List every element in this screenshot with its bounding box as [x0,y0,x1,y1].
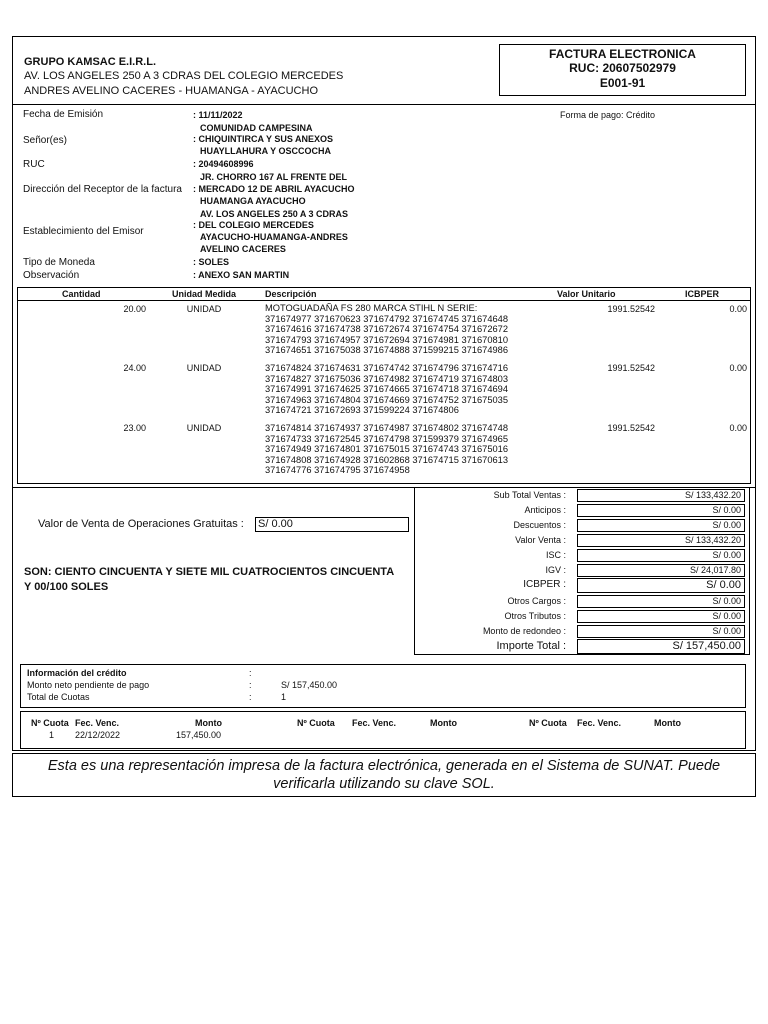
monto-label: Monto neto pendiente de pago [27,680,150,690]
total-row-otros-tributos [414,609,748,624]
header-divider [12,104,756,105]
total-value: S/ 0.00 [577,504,745,517]
amount-in-words-line1: SON: CIENTO CINCUENTA Y SIETE MIL CUATROCIENTOS CINCUENTA [24,566,395,578]
desc-line: 371674824 371674631 371674742 371674796 371674716 [265,363,509,373]
fecha-label: Fecha de Emisión [23,109,104,120]
inst-row-fecha: 22/12/2022 [75,730,121,740]
credit-colon-2: : [249,680,252,690]
credit-colon-1: : [249,668,252,678]
establecimiento-value-4: AVELINO CACERES [200,244,286,254]
total-value: S/ 133,432.20 [577,489,745,502]
header-valor-unitario: Valor Unitario [557,289,616,299]
forma-pago: Forma de pago: Crédito [560,110,656,120]
monto-value: S/ 157,450.00 [281,680,338,690]
cuotas-label: Total de Cuotas [27,692,90,702]
row3-cantidad: 23.00 [123,423,146,433]
desc-line: 371674721 371672693 371599224 371674806 [265,405,459,415]
inst-header-monto: Monto [195,718,222,728]
desc-line: 371674733 371672545 371674798 371599379 371674965 [265,433,509,444]
items-header-divider [17,300,751,301]
total-label: Otros Cargos : [507,596,566,606]
direccion-value-1: JR. CHORRO 167 AL FRENTE DEL [200,172,348,182]
total-row-importe-total [414,639,748,654]
desc-line: 371674616 371674738 371672674 371674754 371672672 [265,324,509,334]
row1-icbper: 0.00 [729,304,747,314]
desc-line: 371674991 371674625 371674665 371674718 371674694 [265,384,509,394]
total-value: S/ 0.00 [577,595,745,608]
row1-unidad: UNIDAD [186,304,222,314]
inst-header-monto: Monto [430,718,457,728]
gratuitas-value: S/ 0.00 [258,518,293,530]
total-row-redondeo [414,624,748,639]
credit-title: Información del crédito [27,668,127,678]
installments-box [20,711,746,749]
issuer-address-line2: ANDRES AVELINO CACERES - HUAMANGA - AYACUCHO [24,85,319,97]
header-cantidad: Cantidad [62,289,101,299]
desc-line: 371674949 371674801 371675015 371674743 371675016 [265,444,509,454]
inst-row-monto: 157,450.00 [176,730,222,740]
establecimiento-value-2: : DEL COLEGIO MERCEDES [193,220,314,230]
total-label: Anticipos : [524,505,566,515]
issuer-name: GRUPO KAMSAC E.I.R.L. [24,56,157,68]
row3-icbper: 0.00 [729,423,747,433]
total-value: S/ 133,432.20 [577,534,745,547]
desc-line: 371674808 371674928 371602868 371674715 371670613 [265,454,509,465]
senor-value-1: COMUNIDAD CAMPESINA [200,123,313,133]
inst-row-n: 1 [49,730,55,740]
footer-note-line1: Esta es una representación impresa de la factura electrónica, generada en el Sistema de SUNAT. Puede [47,758,721,774]
total-row-descuentos [414,518,748,533]
total-row-icbper [414,578,748,593]
row1-description [265,303,515,356]
direccion-value-2: : MERCADO 12 DE ABRIL AYACUCHO [193,184,355,194]
invoice-number: E001-91 [599,76,646,90]
inst-header-monto: Monto [654,718,681,728]
senor-label: Señor(es) [23,135,67,146]
total-row-otros-cargos [414,594,748,609]
observacion-value: : ANEXO SAN MARTIN [193,270,290,280]
total-label: Valor Venta : [515,535,566,545]
ruc-label: RUC [23,159,45,170]
total-row-isc [414,548,748,563]
total-label: ICBPER : [523,579,566,590]
desc-line: 371674651 371675038 371674888 371599215 371674986 [265,345,509,355]
total-label: ISC : [545,550,566,560]
row2-valor-unitario: 1991.52542 [607,363,655,373]
direccion-label: Dirección del Receptor de la factura [23,184,182,195]
total-value: S/ 157,450.00 [577,639,745,654]
row3-unidad: UNIDAD [186,423,222,433]
invoice-type-box [499,44,746,96]
total-value: S/ 0.00 [577,578,745,593]
total-row-valor-venta [414,533,748,548]
total-label: Monto de redondeo : [482,626,566,636]
row2-cantidad: 24.00 [123,363,146,373]
moneda-value: : SOLES [193,257,230,267]
inst-header-fecvenc: Fec. Venc. [75,718,120,728]
header-descripcion: Descripción [265,289,317,299]
desc-line: 371674963 371674804 371674669 371674752 371675035 [265,394,509,405]
invoice-type: FACTURA ELECTRONICA [549,47,696,61]
amount-in-words-line2: Y 00/100 SOLES [24,581,109,593]
inst-header-fecvenc: Fec. Venc. [577,718,622,728]
desc-line: MOTOGUADAÑA FS 280 MARCA STIHL N SERIE: [265,303,478,313]
ruc-value: : 20494608996 [193,159,254,169]
desc-line: 371674814 371674937 371674987 371674802 371674748 [265,423,509,433]
row3-description [265,423,515,476]
observacion-label: Observación [23,270,80,281]
fecha-value: : 11/11/2022 [193,110,243,120]
inst-header-ncuota: Nº Cuota [529,718,567,728]
cuotas-value: 1 [281,692,287,702]
total-value: S/ 0.00 [577,519,745,532]
establecimiento-value-3: AYACUCHO-HUAMANGA-ANDRES [200,232,348,242]
desc-line: 371674977 371670623 371674792 371674745 371674648 [265,313,509,324]
row2-description [265,363,515,416]
gratuitas-value-box [255,517,409,532]
inst-header-fecvenc: Fec. Venc. [352,718,397,728]
moneda-label: Tipo de Moneda [23,257,95,268]
row2-unidad: UNIDAD [186,363,222,373]
desc-line: 371674776 371674795 371674958 [265,465,410,475]
establecimiento-value-1: AV. LOS ANGELES 250 A 3 CDRAS [200,209,349,219]
credit-info-box [20,664,746,708]
total-value: S/ 0.00 [577,549,745,562]
header-unidad: Unidad Medida [172,289,237,299]
row3-valor-unitario: 1991.52542 [607,423,655,433]
row1-valor-unitario: 1991.52542 [607,304,655,314]
total-value: S/ 0.00 [577,625,745,638]
direccion-value-3: HUAMANGA AYACUCHO [200,196,306,206]
senor-value-3: HUAYLLAHURA Y OSCCOCHA [200,146,332,156]
inst-header-ncuota: Nº Cuota [31,718,69,728]
inst-header-ncuota: Nº Cuota [297,718,335,728]
total-row-sub-total [414,488,748,503]
total-label: Descuentos : [513,520,566,530]
total-row-igv [414,563,748,578]
total-label: IGV : [545,565,566,575]
total-label: Sub Total Ventas : [493,490,566,500]
desc-line: 371674793 371674957 371672694 371674981 371670810 [265,334,509,345]
issuer-address-line1: AV. LOS ANGELES 250 A 3 CDRAS DEL COLEGIO MERCEDES [24,70,344,82]
invoice-ruc: RUC: 20607502979 [569,61,676,75]
gratuitas-label: Valor de Venta de Operaciones Gratuitas : [38,518,244,530]
credit-colon-3: : [249,692,252,702]
senor-value-2: : CHIQUINTIRCA Y SUS ANEXOS [193,134,334,144]
total-value: S/ 0.00 [577,610,745,623]
total-label: Importe Total : [496,640,566,652]
total-row-anticipos [414,503,748,518]
desc-line: 371674827 371675036 371674982 371674719 371674803 [265,373,509,384]
row2-icbper: 0.00 [729,363,747,373]
row1-cantidad: 20.00 [123,304,146,314]
header-icbper: ICBPER [685,289,720,299]
footer-note-line2: verificarla utilizando su clave SOL. [273,776,495,792]
total-label: Otros Tributos : [504,611,566,621]
establecimiento-label: Establecimiento del Emisor [23,226,144,237]
total-value: S/ 24,017.80 [577,564,745,577]
